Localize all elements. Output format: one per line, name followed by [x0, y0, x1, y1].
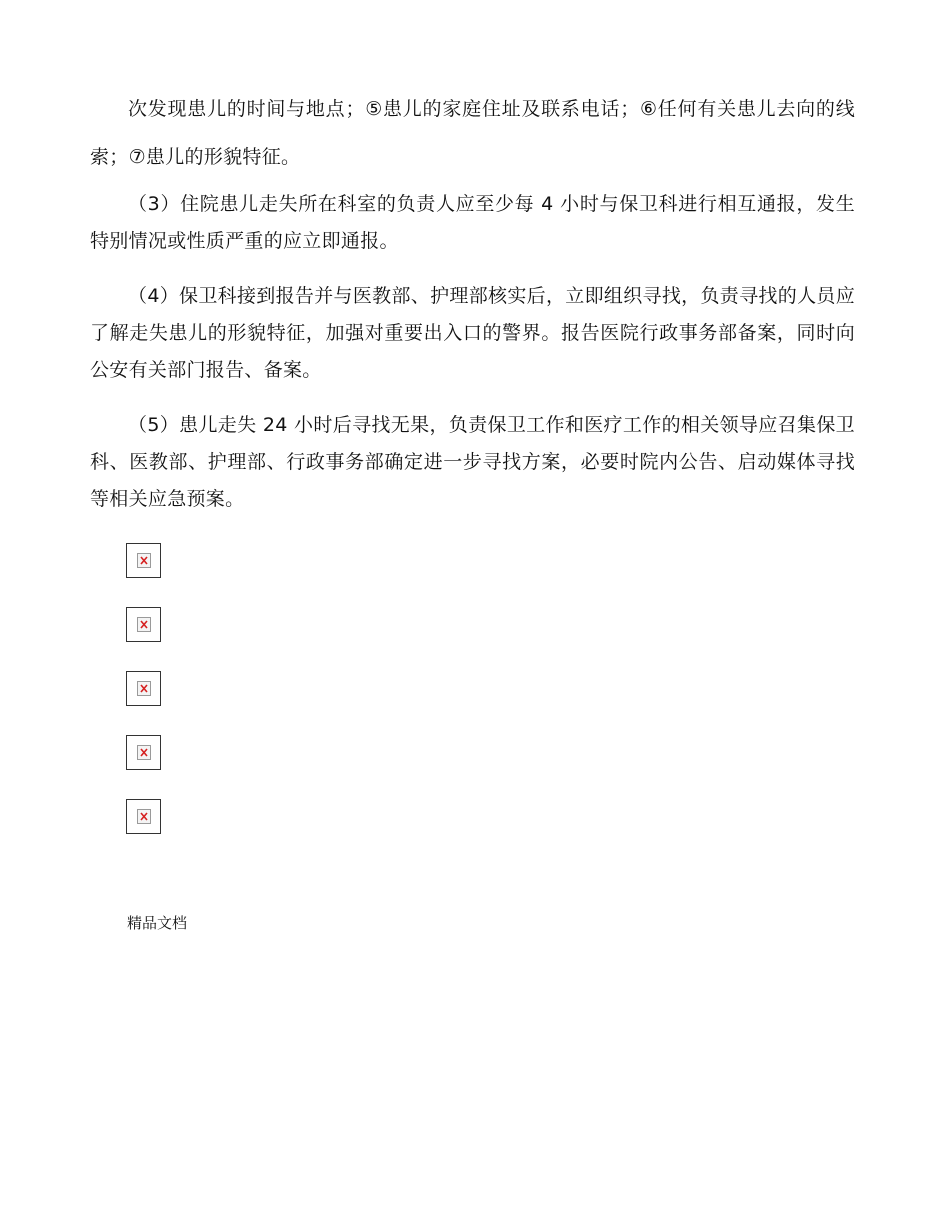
broken-image-placeholder — [126, 607, 161, 642]
broken-image-icon — [137, 617, 151, 632]
broken-image-placeholder — [126, 671, 161, 706]
broken-image-icon — [137, 745, 151, 760]
broken-image-icon — [137, 809, 151, 824]
paragraph-1: 次发现患儿的时间与地点；⑤患儿的家庭住址及联系电话；⑥任何有关患儿去向的线索；⑦患儿的形貌特征。 — [90, 98, 855, 168]
broken-image-icon — [137, 681, 151, 696]
paragraph-2: （3）住院患儿走失所在科室的负责人应至少每 4 小时与保卫科进行相互通报，发生特别情况或性质严重的应立即通报。 — [90, 193, 855, 252]
broken-image-icon — [137, 553, 151, 568]
broken-image-placeholder — [126, 543, 161, 578]
broken-image-placeholder — [126, 799, 161, 834]
page-footer: 精品文档 — [127, 914, 188, 932]
paragraph-3: （4）保卫科接到报告并与医教部、护理部核实后，立即组织寻找，负责寻找的人员应了解走失患儿的形貌特征，加强对重要出入口的警界。报告医院行政事务部备案，同时向公安有关部门报告、备案。 — [90, 285, 855, 381]
broken-image-placeholder — [126, 735, 161, 770]
paragraph-4: （5）患儿走失 24 小时后寻找无果，负责保卫工作和医疗工作的相关领导应召集保卫科、医教部、护理部、行政事务部确定进一步寻找方案，必要时院内公告、启动媒体寻找等相关应急预案。 — [90, 414, 855, 510]
